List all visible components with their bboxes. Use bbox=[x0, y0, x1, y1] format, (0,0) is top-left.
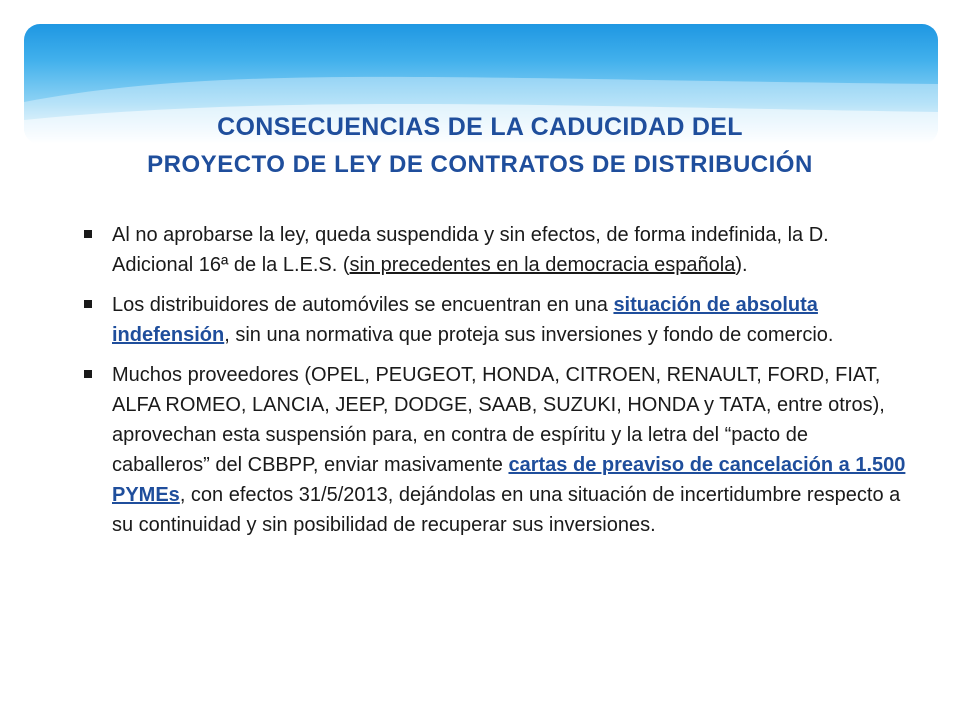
square-bullet-icon bbox=[84, 300, 92, 308]
bullet-1-text-end: ). bbox=[735, 254, 748, 276]
bullet-1-underlined-text: sin precedentes en la democracia española bbox=[349, 254, 736, 276]
title-line-2: PROYECTO DE LEY DE CONTRATOS DE DISTRIBUCIÓN bbox=[147, 151, 813, 178]
bullet-list bbox=[80, 220, 910, 550]
bullet-2-text-end: , sin una normativa que proteja sus inversiones y fondo de comercio. bbox=[224, 324, 834, 346]
bullet-2-link[interactable]: situación de absoluta indefensión bbox=[112, 294, 818, 346]
bullet-item-1 bbox=[80, 220, 910, 280]
square-bullet-icon bbox=[84, 230, 92, 238]
title-line-1: CONSECUENCIAS DE LA CADUCIDAD DEL bbox=[217, 113, 743, 141]
bullet-3-text-end: , con efectos 31/5/2013, dejándolas en una situación de incertidumbre respecto a su continuidad y sin posibilidad de recuperar sus inversiones. bbox=[112, 484, 901, 536]
bullet-item-2 bbox=[80, 290, 910, 350]
bullet-3-link[interactable]: cartas de preaviso de cancelación a 1.500 PYMEs bbox=[112, 454, 906, 506]
bullet-item-3 bbox=[80, 360, 910, 540]
bullet-1-text: Al no aprobarse la ley, queda suspendida y sin efectos, de forma indefinida, la D. Adicional 16ª de la L.E.S. ( bbox=[112, 224, 829, 276]
slide-title bbox=[0, 108, 960, 184]
bullet-2-text: Los distribuidores de automóviles se encuentran en una bbox=[112, 294, 614, 316]
bullet-3-text: Muchos proveedores (OPEL, PEUGEOT, HONDA, CITROEN, RENAULT, FORD, FIAT, ALFA ROMEO, LANCIA, JEEP, DODGE, SAAB, SUZUKI, HONDA y TATA, entre otros), aprovechan esta suspensión para, en contra de espíritu y la letra del “pacto de caballeros” del CBBPP, enviar masivamente bbox=[112, 364, 885, 476]
square-bullet-icon bbox=[84, 370, 92, 378]
